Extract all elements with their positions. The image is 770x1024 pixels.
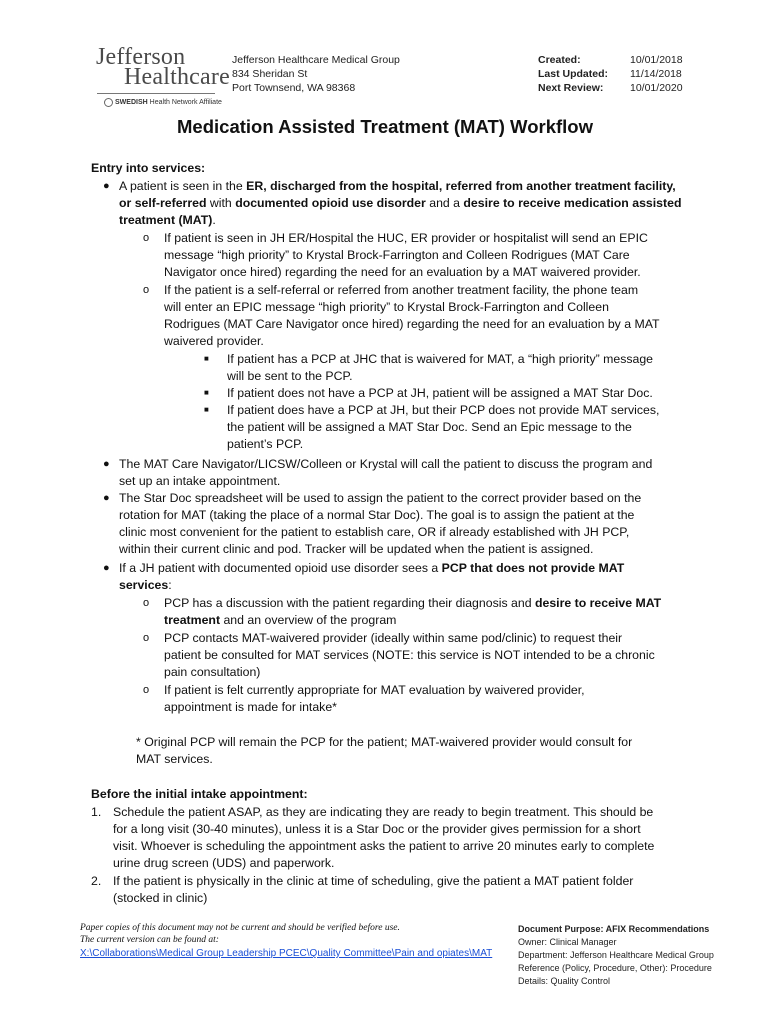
document-path-link[interactable]: X:\Collaborations\Medical Group Leadership PCEC\Quality Committee\Pain and opiates\MAT xyxy=(80,948,493,959)
org-name: Jefferson Healthcare Medical Group xyxy=(232,54,400,66)
sub2-line2: will enter an EPIC message “high priority” to Krystal Brock-Farrington and Colleen xyxy=(164,300,609,314)
item2-line1: If the patient is physically in the clinic at time of scheduling, give the patient a MAT patient folder xyxy=(113,874,634,888)
c3-line2: appointment is made for intake* xyxy=(164,700,337,714)
circle-bullet-icon: o xyxy=(143,232,150,244)
updated-label: Last Updated: xyxy=(538,68,609,80)
updated-value: 11/14/2018 xyxy=(630,68,682,80)
bullet4-line1: If a JH patient with documented opioid use disorder sees a PCP that does not provide MAT xyxy=(119,561,625,575)
logo-healthcare: Healthcare xyxy=(124,64,230,90)
sub1-line2: message “high priority” to Krystal Brock-Farrington and Colleen Rodrigues (MAT Care xyxy=(164,248,630,262)
tert1-line2: will be sent to the PCP. xyxy=(227,369,353,383)
c1-line1: PCP has a discussion with the patient regarding their diagnosis and desire to receive MAT xyxy=(164,596,662,610)
bullet3-line3: clinic most convenient for the patient to establish care, OR if already established with JH PCP, xyxy=(119,525,630,539)
sub1-line3: Navigator once hired) regarding the need for an evaluation by a MAT waivered provider. xyxy=(164,265,641,279)
sub2-line3: Rodrigues (MAT Care Navigator once hired) regarding the need for an evaluation by a MAT xyxy=(164,317,660,331)
bullet-icon: ● xyxy=(103,562,110,574)
logo-jefferson: Jefferson xyxy=(96,44,186,70)
org-street: 834 Sheridan St xyxy=(232,68,308,80)
doc-department: Department: Jefferson Healthcare Medical Group xyxy=(518,950,714,960)
c2-line3: pain consultation) xyxy=(164,665,261,679)
c3-line1: If patient is felt currently appropriate for MAT evaluation by waivered provider, xyxy=(164,683,585,697)
item1-line3: visit. Whoever is scheduling the appointment asks the patient to arrive 20 minutes early to complete xyxy=(113,839,655,853)
doc-purpose: Document Purpose: AFIX Recommendations xyxy=(518,924,710,934)
created-label: Created: xyxy=(538,54,581,66)
tert3-line1: If patient does have a PCP at JH, but their PCP does not provide MAT services, xyxy=(227,403,660,417)
tert3-line3: patient’s PCP. xyxy=(227,437,304,451)
note-line2: MAT services. xyxy=(136,752,213,766)
item1-line2: for a long visit (30-40 minutes), unless it is a Star Doc or the provider gives permission for a short xyxy=(113,822,641,836)
bullet1-line3: treatment (MAT). xyxy=(119,213,216,227)
circle-bullet-icon: o xyxy=(143,684,150,696)
review-label: Next Review: xyxy=(538,82,604,94)
bullet-icon: ● xyxy=(103,458,110,470)
note-line1: * Original PCP will remain the PCP for the patient; MAT-waivered provider would consult for xyxy=(136,735,633,749)
bullet2-line2: set up an intake appointment. xyxy=(119,474,281,488)
footer-disclaimer: Paper copies of this document may not be current and should be verified before use. xyxy=(80,923,400,933)
review-value: 10/01/2020 xyxy=(630,82,683,94)
bullet2-line1: The MAT Care Navigator/LICSW/Colleen or Krystal will call the patient to discuss the program and xyxy=(119,457,653,471)
footer-location-text: The current version can be found at: xyxy=(80,935,219,945)
sub1-line1: If patient is seen in JH ER/Hospital the HUC, ER provider or hospitalist will send an EPIC xyxy=(164,231,648,245)
page-title: Medication Assisted Treatment (MAT) Workflow xyxy=(177,116,593,137)
tert3-line2: the patient will be assigned a MAT Star Doc. Send an Epic message to the xyxy=(227,420,632,434)
affiliate-name: SWEDISH xyxy=(115,99,148,106)
tert2-line1: If patient does not have a PCP at JH, patient will be assigned a MAT Star Doc. xyxy=(227,386,653,400)
circle-bullet-icon: o xyxy=(143,597,150,609)
bullet3-line4: within their current clinic and pod. Tracker will be updated when the patient is assigned. xyxy=(119,542,594,556)
item2-number: 2. xyxy=(91,874,102,888)
item2-line2: (stocked in clinic) xyxy=(113,891,208,905)
created-value: 10/01/2018 xyxy=(630,54,683,66)
tert1-line1: If patient has a PCP at JHC that is waivered for MAT, a “high priority” message xyxy=(227,352,654,366)
bullet1-line1: A patient is seen in the ER, discharged from the hospital, referred from another treatment facility, xyxy=(119,179,676,193)
bullet3-line2: rotation for MAT (taking the place of a normal Star Doc). The goal is to assign the patient at the xyxy=(119,508,635,522)
doc-details: Details: Quality Control xyxy=(518,976,611,986)
logo-divider xyxy=(97,93,215,94)
item1-line1: Schedule the patient ASAP, as they are indicating they are ready to begin treatment. This should be xyxy=(113,805,654,819)
item1-number: 1. xyxy=(91,805,102,819)
sub2-line4: waivered provider. xyxy=(164,334,264,348)
bullet-icon: ● xyxy=(103,180,110,192)
doc-owner: Owner: Clinical Manager xyxy=(518,937,617,947)
logo-affiliate xyxy=(104,98,222,107)
item1-line4: urine drug screen (UDS) and paperwork. xyxy=(113,856,335,870)
doc-reference: Reference (Policy, Procedure, Other): Procedure xyxy=(518,963,712,973)
bullet4-line2: services: xyxy=(119,578,172,592)
circle-bullet-icon: o xyxy=(143,632,150,644)
sub2-line1: If the patient is a self-referral or referred from another treatment facility, the phone team xyxy=(164,283,639,297)
c2-line2: patient be consulted for MAT services (NOTE: this service is NOT intended to be a chronic xyxy=(164,648,655,662)
org-city: Port Townsend, WA 98368 xyxy=(232,82,356,94)
bullet-icon: ● xyxy=(103,492,110,504)
c1-line2: treatment and an overview of the program xyxy=(164,613,397,627)
bullet3-line1: The Star Doc spreadsheet will be used to assign the patient to the correct provider based on the xyxy=(119,491,642,505)
c2-line1: PCP contacts MAT-waivered provider (ideally within same pod/clinic) to request their xyxy=(164,631,623,645)
affiliate-text: Health Network Affiliate xyxy=(149,99,222,106)
affiliate-icon xyxy=(104,98,113,107)
circle-bullet-icon: o xyxy=(143,284,150,296)
square-bullet-icon: ■ xyxy=(204,388,209,397)
square-bullet-icon: ■ xyxy=(204,354,209,363)
entry-heading: Entry into services: xyxy=(91,161,206,175)
before-heading: Before the initial intake appointment: xyxy=(91,787,308,801)
bullet1-line2: or self-referred with documented opioid use disorder and a desire to receive medication assisted xyxy=(119,196,682,210)
square-bullet-icon: ■ xyxy=(204,405,209,414)
